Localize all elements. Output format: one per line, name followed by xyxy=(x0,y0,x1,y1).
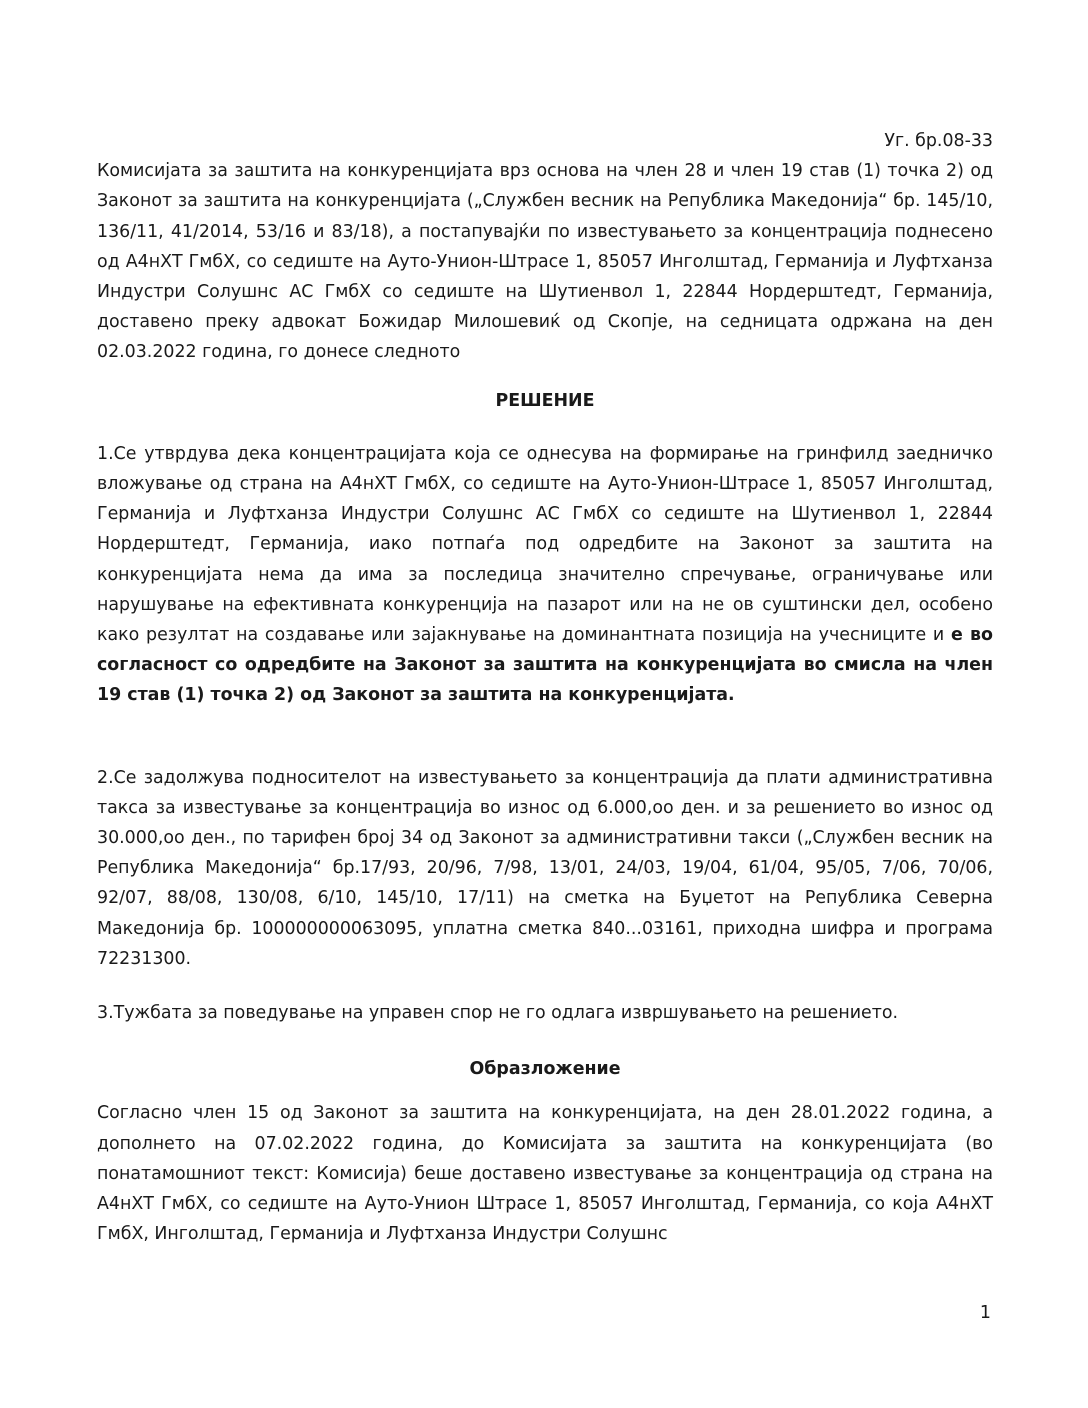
decision-item-1-bold-text: е во согласност со одредбите на Законот за заштита на конкуренцијата во смисла на член 19 став (1) точка 2) од Законот за заштита на конкуренцијата. xyxy=(97,625,993,706)
decision-item-3: 3.Тужбата за поведување на управен спор не го одлага извршувањето на решението. xyxy=(97,1003,899,1024)
decision-item-1 xyxy=(97,439,993,711)
decision-item-2: 2.Се задолжува подносителот на известувањето за концентрација да плати административна такса за известување за концентрација во износ од 6.000,оо ден. и за решението во износ од 30.000,оо ден., по тарифен број 34 од Законот за административни такси („Службен весник на Република Македонија“ бр.17/93, 20/96, 7/98, 13/01, 24/03, 19/04, 61/04, 95/05, 7/06, 70/06, 92/07, 88/08, 130/08, 6/10, 145/10, 17/11) на сметка на Буџетот на Република Северна Македонија бр. 100000000063095, уплатна сметка 840...03161, приходна шифра и програма 72231300. xyxy=(97,767,993,969)
case-reference: Уг. бр.08-33 xyxy=(884,131,993,151)
reasoning-paragraph: Согласно член 15 од Законот за заштита на конкуренцијата, на ден 28.01.2022 година, а дополнето на 07.02.2022 година, до Комисијата за заштита на конкуренцијата (во понатамошниот текст: Комисија) беше доставено известување за концентрација од страна на А4нХТ ГмбХ, со седиште на Ауто-Унион Штрасе 1, 85057 Инголштад, Германија, со која А4нХТ ГмбХ, Инголштад, Германија и Луфтханза Индустри Солушнс xyxy=(97,1103,993,1245)
decision-heading: РЕШЕНИЕ xyxy=(495,390,595,411)
decision-item-1-text: 1.Се утврдува дека концентрацијата која се однесува на формирање на гринфилд заедничко вложување од страна на А4нХТ ГмбХ, со седиште на Ауто-Унион-Штрасе 1, 85057 Инголштад, Германија и Луфтханза Индустри Солушнс АС ГмбХ со седиште на Шутиенвол 1, 22844 Нордерштедт, Германија, иако потпаѓа под одредбите на Законот за заштита на конкуренцијата нема да има за последица значително спречување, ограничување или нарушување на ефективната конкуренција на пазарот или на не ов суштински дел, особено како резултат на создавање или зајакнување на доминантната позиција на учесниците и xyxy=(97,443,993,646)
document-page xyxy=(97,126,993,1250)
reasoning-heading: Образложение xyxy=(469,1059,621,1080)
preamble-paragraph: Комисијата за заштита на конкуренцијата врз основа на член 28 и член 19 став (1) точка 2) од Законот за заштита на конкуренцијата („Службен весник на Република Македонија“ бр. 145/10, 136/11, 41/2014, 53/16 и 83/18), а постапувајќи по известувањето за концентрација поднесено од А4нХТ ГмбХ, со седиште на Ауто-Унион-Штрасе 1, 85057 Инголштад, Германија и Луфтханза Индустри Солушнс АС ГмбХ со седиште на Шутиенвол 1, 22844 Нордерштедт, Германија, доставено преку адвокат Божидар Милошевиќ од Скопје, на седницата одржана на ден 02.03.2022 година, го донесе следното xyxy=(97,161,993,363)
page-number: 1 xyxy=(979,1303,991,1323)
